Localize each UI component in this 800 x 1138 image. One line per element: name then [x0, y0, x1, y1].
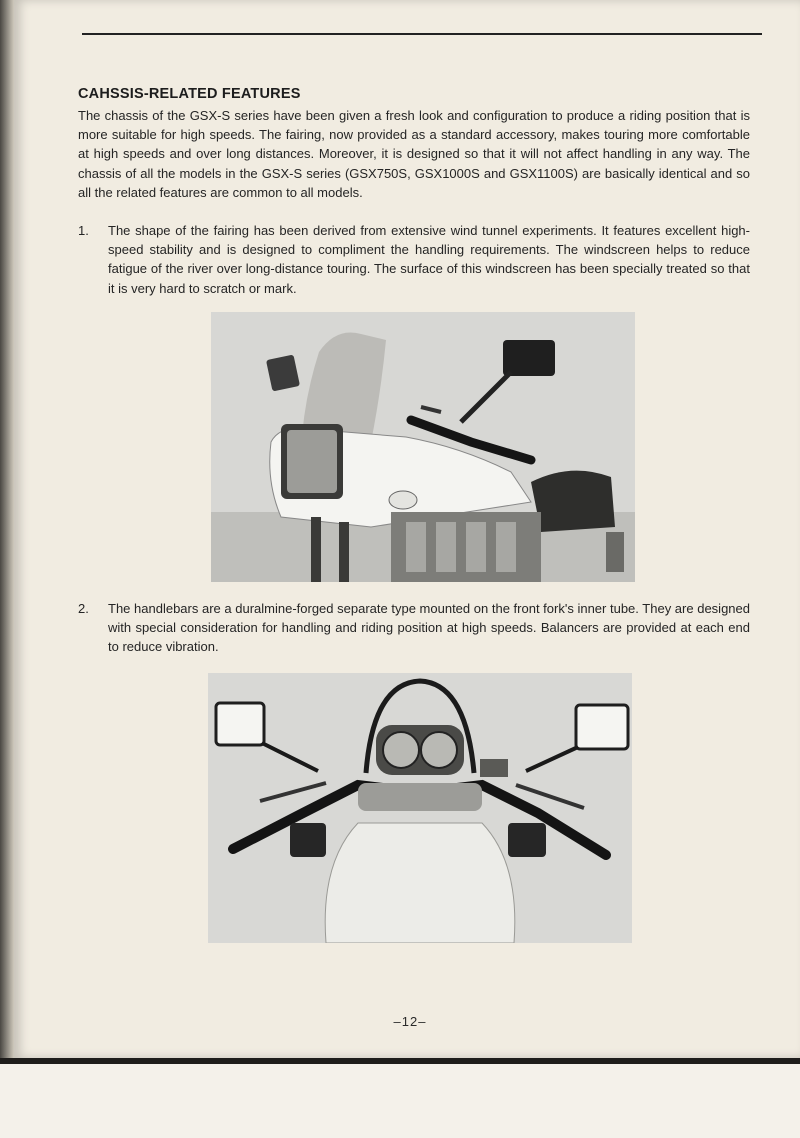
list-item-number: 2. [78, 601, 89, 616]
binding-gutter [0, 0, 14, 1058]
list-item-text: The shape of the fairing has been derived from extensive wind tunnel experiments. It features excellent high-speed stability and is designed to compliment the handling requirements. The windscreen helps to reduce fatigue of the river over long-distance touring. The surface of this windscreen has been specially treated so that it is very hard to scratch or mark. [108, 223, 750, 296]
section-heading: CAHSSIS-RELATED FEATURES [78, 86, 301, 102]
scan-bottom-edge [0, 1058, 800, 1138]
page-number: –12– [393, 1014, 427, 1029]
header-rule [82, 33, 762, 35]
intro-paragraph: The chassis of the GSX-S series have been given a fresh look and configuration to produce a riding position that is more suitable for high speeds. The fairing, now provided as a standard accessory, makes touring more comfortable at high speeds and over long distances. Moreover, it is designed so that it will not affect handling in any way. The chassis of all the models in the GSX-S series (GSX750S, GSX1000S and GSX1100S) are basically identical and so all the related features are common to all models. [78, 108, 750, 200]
list-item-text: The handlebars are a duralmine-forged separate type mounted on the front fork's inner tube. They are designed with special consideration for handling and riding position at high speeds. Balancers are provided at each end to reduce vibration. [108, 601, 750, 655]
handlebar-photo [208, 673, 632, 943]
list-item-number: 1. [78, 223, 89, 238]
fairing-photo [211, 312, 635, 582]
